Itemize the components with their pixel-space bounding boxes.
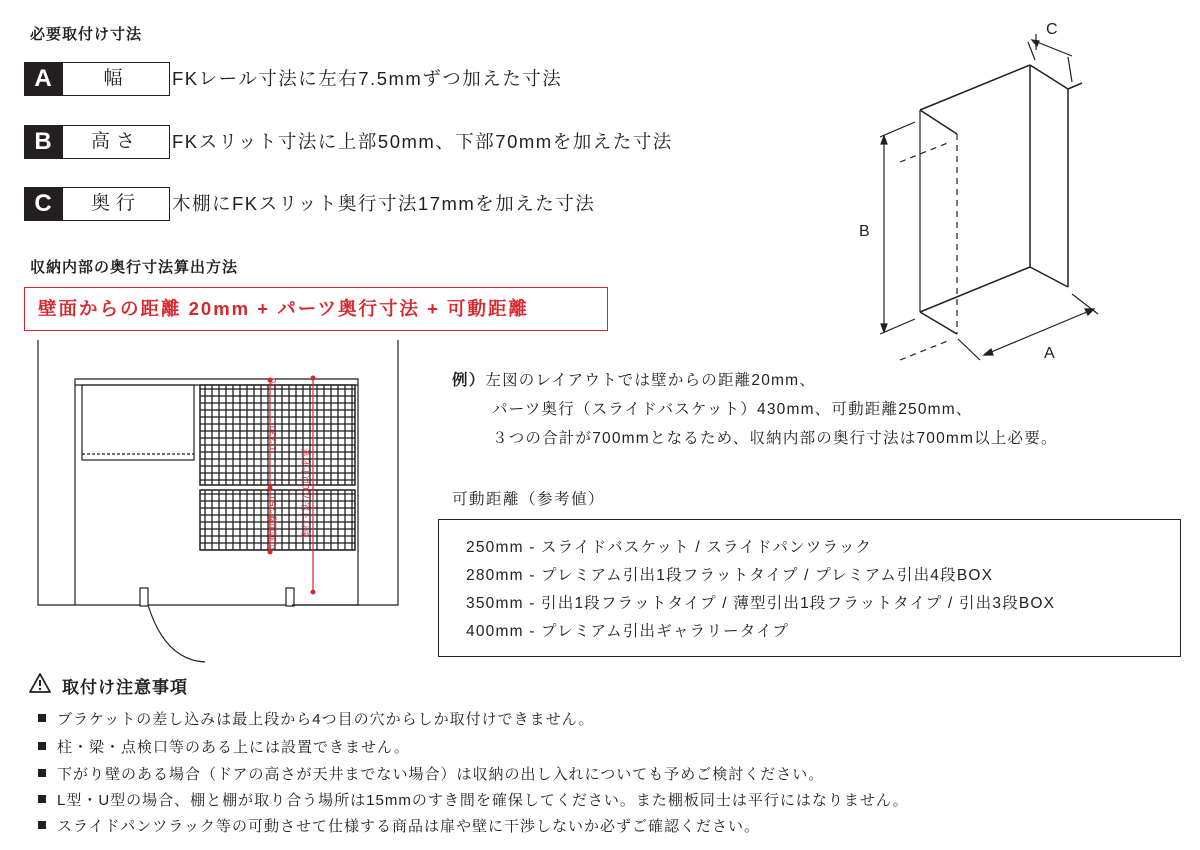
iso-label-c: C <box>1046 21 1058 38</box>
example-text: 左図のレイアウトでは壁からの距離20mm、 <box>485 372 816 389</box>
dimension-letter: C <box>24 187 62 221</box>
iso-label-a: A <box>1044 345 1055 362</box>
dimension-name: 奥行 <box>62 187 170 221</box>
plan-label-wall-distance: 20 <box>268 377 278 388</box>
section-title-depth-calculation: 収納内部の奥行寸法算出方法 <box>30 259 239 276</box>
dimension-description: FKスリット寸法に上部50mm、下部70mmを加えた寸法 <box>172 131 673 152</box>
reference-title: 可動距離（参考値） <box>452 491 606 508</box>
dimension-name: 幅 <box>62 62 170 96</box>
reference-item: 250mm - スライドバスケット / スライドパンツラック <box>466 539 873 556</box>
plan-label-movable-distance: 可動距離:250 <box>268 496 278 550</box>
dimension-description: 木棚にFKスリット奥行寸法17mmを加えた寸法 <box>172 193 596 214</box>
reference-item: 350mm - 引出1段フラットタイプ / 薄型引出1段フラットタイプ / 引出3段BOX <box>466 595 1056 612</box>
example-label: 例） <box>452 372 486 389</box>
caution-item: ブラケットの差し込みは最上段から4つ目の穴からしか取付けできません。 <box>38 708 595 729</box>
dimension-name: 高さ <box>62 125 170 159</box>
caution-item: L型・U型の場合、棚と棚が取り合う場所は15mmのすき間を確保してください。また棚板同士は平行にはなりません。 <box>38 789 909 810</box>
isometric-dimension-diagram <box>840 12 1190 362</box>
dimension-letter: B <box>24 125 62 159</box>
caution-item: スライドパンツラック等の可動させて仕様する商品は扉や壁に干渉しないか必ずご確認ください。 <box>38 815 760 836</box>
section-title-required-dimensions: 必要取付け寸法 <box>30 26 143 43</box>
reference-item: 280mm - プレミアム引出1段フラットタイプ / プレミアム引出4段BOX <box>466 567 994 584</box>
floor-plan-diagram <box>30 340 410 670</box>
iso-label-b: B <box>859 223 870 240</box>
warning-icon <box>28 672 52 694</box>
dimension-row-b <box>24 125 784 159</box>
example-line-3: ３つの合計が700mmとなるため、収納内部の奥行寸法は700mm以上必要。 <box>492 430 1058 447</box>
dimension-row-a <box>24 62 784 96</box>
caution-item: 柱・梁・点検口等のある上には設置できません。 <box>38 736 410 757</box>
reference-item: 400mm - プレミアム引出ギャラリータイプ <box>466 623 790 640</box>
depth-formula-box: 壁面からの距離 20mm + パーツ奥行寸法 + 可動距離 <box>24 287 608 331</box>
dimension-row-c <box>24 187 784 221</box>
caution-item: 下がり壁のある場合（ドアの高さが天井までない場合）は収納の出し入れについても予めご検討ください。 <box>38 763 824 784</box>
plan-label-part-depth: D:430 <box>268 425 278 450</box>
plan-label-required-depth: 奥行寸法 700以上必要 <box>301 448 311 538</box>
dimension-letter: A <box>24 62 62 96</box>
reference-box <box>438 519 1181 657</box>
example-line-2: パーツ奥行（スライドバスケット）430mm、可動距離250mm、 <box>492 401 973 418</box>
example-line-1 <box>452 366 816 395</box>
dimension-description: FKレール寸法に左右7.5mmずつ加えた寸法 <box>172 68 563 89</box>
caution-title: 取付け注意事項 <box>62 678 188 697</box>
